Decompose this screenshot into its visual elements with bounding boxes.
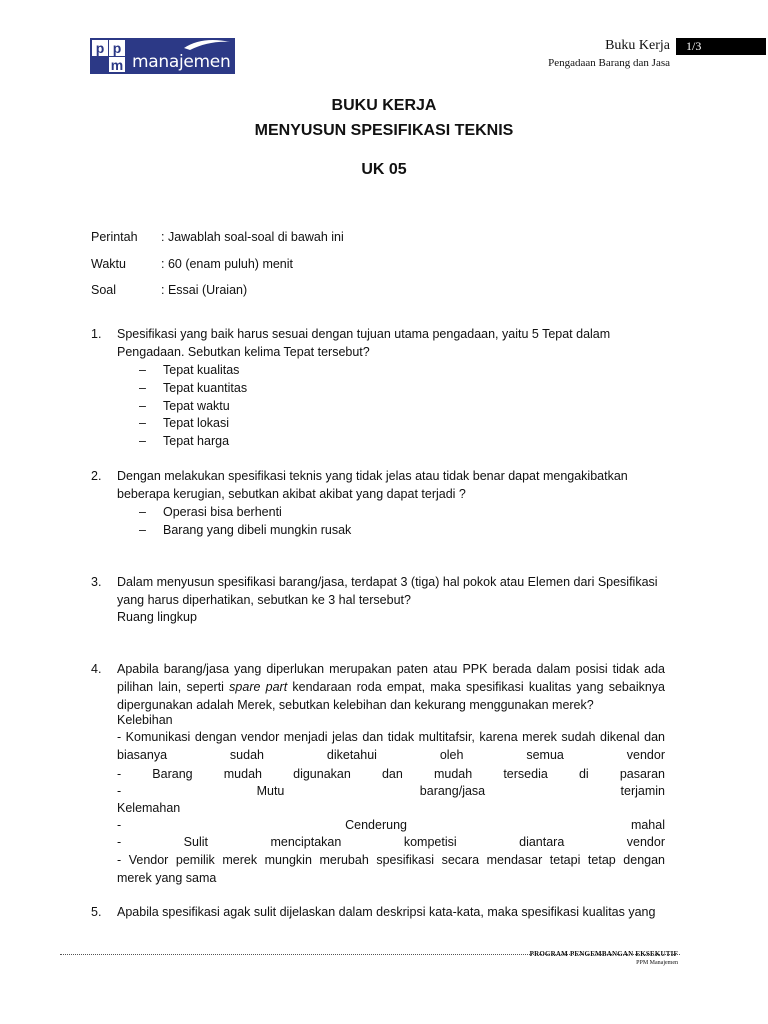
info-label: Soal bbox=[91, 283, 117, 297]
answer-text: merek yang sama bbox=[117, 871, 217, 885]
question-text: dipergunakan adalah Merek, sebutkan kelebihan dan kekurang menggunakan merek? bbox=[117, 698, 594, 712]
question-text: Apabila spesifikasi agak sulit dijelaskan dalam deskripsi kata-kata, maka spesifikasi kualitas yang bbox=[117, 905, 656, 919]
question-text-part: pilihan lain, seperti bbox=[117, 680, 224, 694]
answer-text: Ruang lingkup bbox=[117, 610, 197, 624]
question-text: Pengadaan. Sebutkan kelima Tepat tersebut? bbox=[117, 345, 370, 359]
list-dash: – bbox=[139, 434, 146, 448]
question-text: beberapa kerugian, sebutkan akibat akibat yang dapat terjadi ? bbox=[117, 487, 466, 501]
question-text-part: kendaraan roda empat, maka spesifikasi kualitas yang sebaiknya bbox=[292, 680, 665, 694]
info-value: : Essai (Uraian) bbox=[161, 283, 248, 297]
list-dash: – bbox=[139, 363, 146, 377]
document-subtitle: MENYUSUN SPESIFIKASI TEKNIS bbox=[254, 122, 514, 139]
swoosh-icon bbox=[182, 38, 232, 52]
question-number: 1. bbox=[91, 327, 102, 341]
logo-letter: m bbox=[110, 57, 124, 73]
info-label: Perintah bbox=[91, 230, 138, 244]
answer-item: Tepat lokasi bbox=[163, 416, 230, 430]
logo-letter: p bbox=[109, 40, 125, 56]
section-label-kelemahan: Kelemahan bbox=[117, 801, 181, 815]
list-dash: – bbox=[139, 523, 146, 537]
info-label: Waktu bbox=[91, 257, 126, 271]
header-title: Buku Kerja bbox=[605, 38, 670, 53]
answer-item: Tepat harga bbox=[163, 434, 230, 448]
question-number: 5. bbox=[91, 905, 102, 919]
answer-item: Tepat waktu bbox=[163, 399, 230, 413]
answer-item: Operasi bisa berhenti bbox=[163, 505, 282, 519]
answer-text: - Mutu barang/jasa terjamin bbox=[117, 784, 665, 798]
document-title: BUKU KERJA bbox=[331, 97, 437, 114]
list-dash: – bbox=[139, 505, 146, 519]
footer-org: PPM Manajemen bbox=[636, 960, 678, 966]
logo-name: manajemen bbox=[132, 52, 231, 72]
answer-item: Tepat kuantitas bbox=[163, 381, 248, 395]
answer-item: Barang yang dibeli mungkin rusak bbox=[163, 523, 352, 537]
question-text bbox=[117, 678, 665, 696]
question-text: yang harus diperhatikan, sebutkan ke 3 hal tersebut? bbox=[117, 593, 411, 607]
answer-text: - Komunikasi dengan vendor menjadi jelas dan tidak multitafsir, karena merek sudah dikenal dan bbox=[117, 730, 665, 744]
question-number: 4. bbox=[91, 662, 102, 676]
answer-item: Tepat kualitas bbox=[163, 363, 240, 377]
page-badge: 1/3 bbox=[676, 38, 766, 55]
answer-text: - Vendor pemilik merek mungkin merubah spesifikasi secara mendasar tetapi tetap dengan bbox=[117, 853, 665, 867]
section-label-kelebihan: Kelebihan bbox=[117, 713, 173, 727]
question-text: Dalam menyusun spesifikasi barang/jasa, terdapat 3 (tiga) hal pokok atau Elemen dari Spesifikasi bbox=[117, 575, 658, 589]
info-value: : 60 (enam puluh) menit bbox=[161, 257, 294, 271]
info-value: : Jawablah soal-soal di bawah ini bbox=[161, 230, 344, 244]
answer-text: - Cenderung mahal bbox=[117, 818, 665, 832]
answer-text: biasanya sudah diketahui oleh semua vendor bbox=[117, 748, 665, 762]
answer-text: - Sulit menciptakan kompetisi diantara vendor bbox=[117, 835, 665, 849]
question-text: Spesifikasi yang baik harus sesuai dengan tujuan utama pengadaan, yaitu 5 Tepat dalam bbox=[117, 327, 611, 341]
answer-text: - Barang mudah digunakan dan mudah tersedia di pasaran bbox=[117, 767, 665, 781]
list-dash: – bbox=[139, 381, 146, 395]
question-number: 3. bbox=[91, 575, 102, 589]
question-number: 2. bbox=[91, 469, 102, 483]
list-dash: – bbox=[139, 416, 146, 430]
list-dash: – bbox=[139, 399, 146, 413]
header-subtitle: Pengadaan Barang dan Jasa bbox=[548, 57, 670, 69]
question-text: Apabila barang/jasa yang diperlukan merupakan paten atau PPK berada dalam posisi tidak ada bbox=[117, 662, 665, 676]
ppm-logo bbox=[90, 38, 235, 74]
unit-code: UK 05 bbox=[361, 161, 407, 178]
question-text-italic: spare part bbox=[229, 680, 288, 694]
logo-letter: p bbox=[92, 40, 108, 56]
footer-program: PROGRAM PENGEMBANGAN EKSEKUTIF bbox=[529, 950, 678, 958]
question-text: Dengan melakukan spesifikasi teknis yang tidak jelas atau tidak benar dapat mengakibatkan bbox=[117, 469, 628, 483]
